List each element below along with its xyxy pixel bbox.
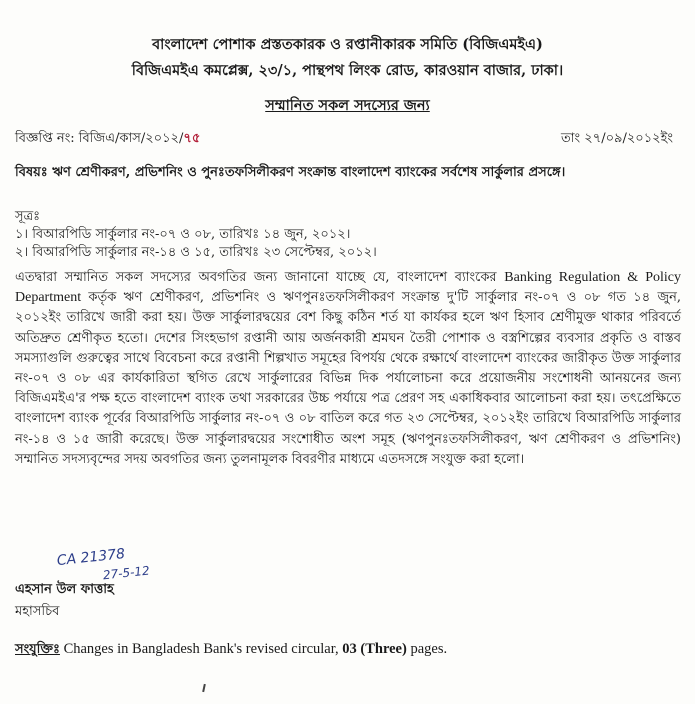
memo-number: [15, 129, 200, 150]
signatory-title: মহাসচিব: [15, 604, 60, 619]
enclosure-pages-count: 03 (Three): [342, 641, 407, 657]
audience-heading: [0, 95, 695, 119]
stray-mark: [202, 684, 206, 692]
body-english-term: Banking Regulation & Policy Department: [15, 270, 681, 306]
org-name: বাংলাদেশ পোশাক প্রস্ততকারক ও রপ্তানীকারক সমিতি (বিজিএমইএ): [152, 36, 543, 53]
references-heading: সূত্রঃ: [15, 209, 41, 224]
enclosure-line: [15, 640, 447, 661]
enclosure-text-before: Changes in Bangladesh Bank's revised circular,: [59, 641, 343, 657]
references: [15, 208, 377, 262]
reference-item: ২। বিআরপিডি সার্কুলার নং-১৪ ও ১৫, তারিখঃ ২৩ সেপ্টেম্বর, ২০১২।: [15, 245, 377, 260]
memo-prefix: বিজ্ঞপ্তি নং: বিজিএ/কাস/২০১২/: [15, 131, 184, 146]
body-part-2: কর্তৃক ঋণ শ্রেণীকরণ, প্রভিশনিং ও ঋণপুনঃতফসিলীকরণ সংক্রান্ত দু'টি সার্কুলার নং-০৭ ও ০৮ গত ১৪ জুন, ২০১২ইং তারিখে জারী করা হয়। উক্ত সার্কুলারদ্বয়ের বেশ কিছু কঠিন শর্ত যা কার্যকর হলে ঋণ হিসাব শ্রেণীমুক্ত থাকার পরিবর্তে অতিদ্রুত শ্রেণীকৃত হতো। দেশের সিংহভাগ রপ্তানী আয় অর্জনকারী শ্রমঘন তৈরী পোশাক ও বস্ত্রশিল্পের ব্যবসার প্রকৃতি ও বাস্তব সমস্যাগুলি গুরুত্বের সাথে বিবেচনা করে রপ্তানী শিল্পখাত সমূহের বিপর্যয় থেকে রক্ষার্থে বাংলাদেশ ব্যাংকের জারীকৃত উক্ত সার্কুলার নং-০৭ ও ০৮ এর কার্যকারিতা স্থগিত রেখে সার্কুলারের বিভিন্ন দিক পর্যালোচনা করে প্রয়োজনীয় সংশোধনী আনয়নের জন্য বিজিএমইএ'র পক্ষ হতে বাংলাদেশ ব্যাংক তথা সরকারের উচ্চ পর্যায়ে পত্র প্রেরণ সহ একাধিকবার আলোচনা করা হয়। তৎপ্রেক্ষিতে বাংলাদেশ ব্যাংক পূর্বের বিআরপিডি সার্কুলার নং-০৭ ও ০৮ বাতিল করে গত ২৩ সেপ্টেম্বর, ২০১২ইং তারিখে বিআরপিডি সার্কুলার নং-১৪ ও ১৫ জারী করেছে। উক্ত সার্কুলারদ্বয়ের সংশোধীত অংশ সমূহ (ঋণপুনঃতফসিলীকরণ, ঋণ শ্রেণীকরণ ও প্রভিশনিং) সম্মানিত সদস্যবৃন্দের সদয় অবগতির জন্য তুলনামূলক বিবরণীর মাধ্যমে এতদসঙ্গে সংযুক্ত করা হলো।: [15, 290, 681, 467]
handwritten-note: [55, 538, 195, 582]
handwritten-note-line-2: 27-5-12: [102, 563, 151, 582]
memo-date: তাং ২৭/০৯/২০১২ইং: [561, 131, 673, 146]
reference-item: ১। বিআরপিডি সার্কুলার নং-০৭ ও ০৮, তারিখঃ ১৪ জুন, ২০১২।: [15, 227, 351, 242]
subject-line: বিষয়ঃ ঋণ শ্রেণীকরণ, প্রভিশনিং ও পুনঃতফসিলীকরণ সংক্রান্ত বাংলাদেশ ব্যাংকের সর্বশেষ সার্কুলার প্রসঙ্গে।: [15, 165, 566, 180]
memo-handwritten-number: ৭৫: [183, 131, 201, 146]
body-part-1: এতদ্বারা সম্মানিত সকল সদস্যের অবগতির জন্য জানানো যাচ্ছে যে, বাংলাদেশ ব্যাংকের: [15, 270, 505, 285]
enclosure-text-after: pages.: [406, 641, 448, 657]
org-address: বিজিএমইএ কমপ্লেক্স, ২৩/১, পান্থপথ লিংক রোড, কারওয়ান বাজার, ঢাকা।: [131, 62, 564, 79]
signatory-name: এহসান উল ফাত্তাহ: [15, 582, 114, 597]
handwritten-note-line-1: CA 21378: [56, 546, 126, 570]
body-paragraph: [15, 268, 681, 470]
audience-text: সম্মানিত সকল সদস্যের জন্য: [265, 97, 430, 114]
enclosure-label: সংযুক্তিঃ: [15, 642, 60, 657]
